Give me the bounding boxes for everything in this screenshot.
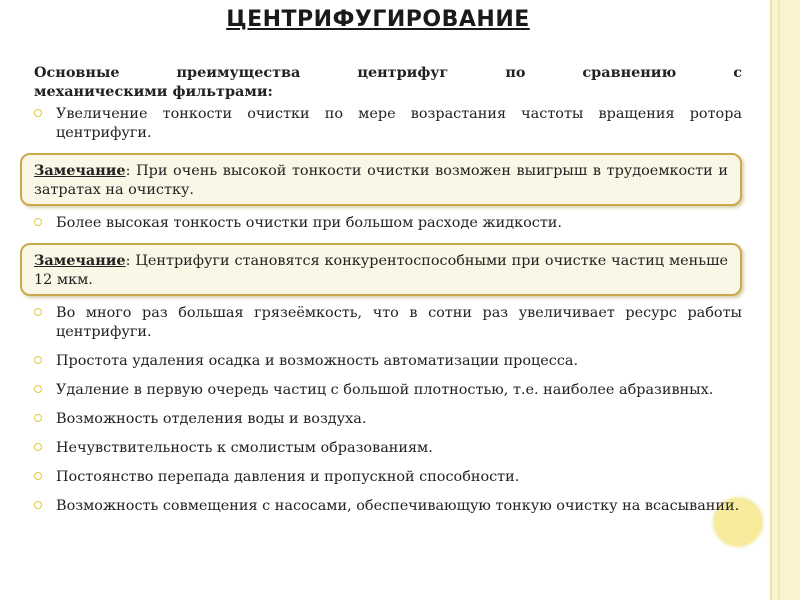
list-item-text: Более высокая тонкость очистки при большом расходе жидкости. bbox=[56, 215, 562, 231]
intro-word: по bbox=[505, 64, 526, 81]
note-text: : Центрифуги становятся конкурентоспособными при очистке частиц меньше 12 мкм. bbox=[34, 253, 728, 288]
list-item-text: Постоянство перепада давления и пропускной способности. bbox=[56, 469, 520, 485]
note-label: Замечание bbox=[34, 162, 126, 179]
note-box bbox=[20, 243, 742, 296]
list-item bbox=[34, 410, 742, 429]
list-item bbox=[34, 352, 742, 371]
bullet-ring-icon bbox=[34, 109, 42, 117]
intro-word: сравнению bbox=[582, 64, 677, 81]
note-label: Замечание bbox=[34, 252, 126, 269]
bullet-ring-icon bbox=[34, 385, 42, 393]
list-item bbox=[34, 381, 742, 400]
decorative-side-strip bbox=[770, 0, 800, 600]
intro-line-2: механическими фильтрами: bbox=[34, 83, 273, 100]
list-item-text: Возможность отделения воды и воздуха. bbox=[56, 411, 367, 427]
bullet-ring-icon bbox=[34, 501, 42, 509]
list-item-text: Простота удаления осадка и возможность автоматизации процесса. bbox=[56, 353, 579, 369]
list-item bbox=[34, 304, 742, 342]
list-item-text: Возможность совмещения с насосами, обеспечивающую тонкую очистку на всасывании. bbox=[56, 498, 740, 514]
bullet-ring-icon bbox=[34, 443, 42, 451]
list-item-text: Нечувствительность к смолистым образованиям. bbox=[56, 440, 433, 456]
bullet-ring-icon bbox=[34, 218, 42, 226]
intro-word: Основные bbox=[34, 64, 120, 81]
slide-content bbox=[34, 63, 742, 526]
intro-line-1 bbox=[34, 63, 742, 82]
intro-word: с bbox=[733, 64, 742, 81]
list-item-text: Во много раз большая грязеёмкость, что в сотни раз увеличивает ресурс работы центрифуги. bbox=[56, 305, 742, 340]
bullet-ring-icon bbox=[34, 356, 42, 364]
note-text: : При очень высокой тонкости очистки возможен выигрыш в трудоемкости и затратах на очистку. bbox=[34, 163, 728, 198]
intro-word: преимущества bbox=[176, 64, 301, 81]
bullet-ring-icon bbox=[34, 472, 42, 480]
list-item bbox=[34, 105, 742, 143]
slide-title: ЦЕНТРИФУГИРОВАНИЕ bbox=[226, 7, 530, 32]
list-item bbox=[34, 468, 742, 487]
bullet-ring-icon bbox=[34, 414, 42, 422]
list-item bbox=[34, 497, 742, 516]
list-item-text: Удаление в первую очередь частиц с большой плотностью, т.е. наиболее абразивных. bbox=[56, 382, 714, 398]
note-box bbox=[20, 153, 742, 206]
intro-text bbox=[34, 63, 742, 101]
list-item bbox=[34, 214, 742, 233]
list-item bbox=[34, 439, 742, 458]
intro-word: центрифуг bbox=[357, 64, 449, 81]
list-item-text: Увеличение тонкости очистки по мере возрастания частоты вращения ротора центрифуги. bbox=[56, 106, 742, 141]
bullet-ring-icon bbox=[34, 308, 42, 316]
